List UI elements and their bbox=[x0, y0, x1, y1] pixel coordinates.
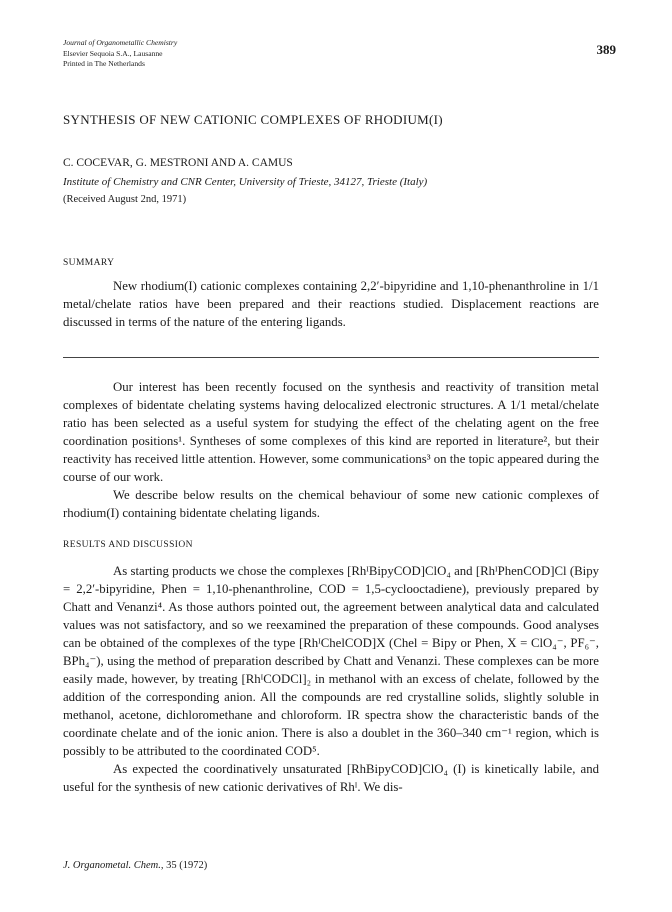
footer-citation: 35 (1972) bbox=[166, 860, 208, 871]
results-paragraph-2: As expected the coordinatively unsaturated [RhBipyCOD]ClO₄ (I) is kinetically labile, and useful for the synthesis of new cationic derivatives of Rhᴵ. We dis- bbox=[63, 762, 599, 794]
received-date: (Received August 2nd, 1971) bbox=[63, 194, 187, 205]
introduction bbox=[63, 378, 599, 522]
results-paragraph-1: As starting products we chose the complexes [RhᴵBipyCOD]ClO₄ and [RhᴵPhenCOD]Cl (Bipy = 2,2′-bipyridine, Phen = 1,10-phenanthroline, COD = 1,5-cyclooctadiene), previously prepared by Chatt and Venanzi⁴. As those authors pointed out, the agreement between analytical data and calculated values was not satisfactory, and so we reexamined the preparation of these compounds. Good analyses can be obtained of the complexes of the type [RhᴵChelCOD]X (Chel = Bipy or Phen, X = ClO₄⁻, PF₆⁻, BPh₄⁻), using the method of preparation described by Chatt and Venanzi. These complexes can be more easily made, however, by treating [RhᴵCODCl]₂ in methanol with an excess of chelate, followed by the addition of the corresponding anion. All the compounds are red crystalline solids, slightly soluble in methanol, acetone, dichloromethane and chloroform. IR spectra show the characteristic bands of the coordinate chelate and of the ionic anion. There is also a doublet in the 360–340 cm⁻¹ region, which is possibly to be attributed to the coordinated COD⁵. bbox=[63, 564, 599, 758]
results-heading: RESULTS AND DISCUSSION bbox=[63, 540, 193, 550]
publisher: Elsevier Sequoia S.A., Lausanne bbox=[63, 48, 163, 58]
publication-info bbox=[63, 38, 177, 70]
summary-heading: SUMMARY bbox=[63, 258, 115, 268]
intro-paragraph-1: Our interest has been recently focused on the synthesis and reactivity of transition metal complexes of bidentate chelating systems having delocalized electronic structures. A 1/1 metal/chelate ratio has been selected as a useful system for studying the effect of the chelating agent on the free coordination positions¹. Syntheses of some complexes of this kind are reported in literature², but their reactivity has received little attention. However, some communications³ on the topic appeared during the course of our work. bbox=[63, 380, 599, 484]
intro-paragraph-2: We describe below results on the chemical behaviour of some new cationic complexes of rhodium(I) containing bidentate chelating ligands. bbox=[63, 488, 599, 520]
article-authors: C. COCEVAR, G. MESTRONI AND A. CAMUS bbox=[63, 157, 293, 169]
journal-name: Journal of Organometallic Chemistry bbox=[63, 38, 178, 47]
section-divider bbox=[63, 357, 599, 358]
author-affiliation: Institute of Chemistry and CNR Center, University of Trieste, 34127, Trieste (Italy) bbox=[63, 176, 428, 188]
page-number: 389 bbox=[596, 42, 616, 57]
summary-text: New rhodium(I) cationic complexes containing 2,2′-bipyridine and 1,10-phenanthroline in 1/1 metal/chelate ratios have been prepared and their reactions studied. Displacement reactions are discussed in terms of the nature of the entering ligands. bbox=[63, 279, 599, 329]
article-title: SYNTHESIS OF NEW CATIONIC COMPLEXES OF RHODIUM(I) bbox=[63, 112, 443, 127]
printed-in: Printed in The Netherlands bbox=[63, 59, 145, 68]
page-footer bbox=[63, 860, 207, 871]
results-section bbox=[63, 562, 599, 796]
footer-journal: J. Organometal. Chem., bbox=[63, 860, 164, 871]
